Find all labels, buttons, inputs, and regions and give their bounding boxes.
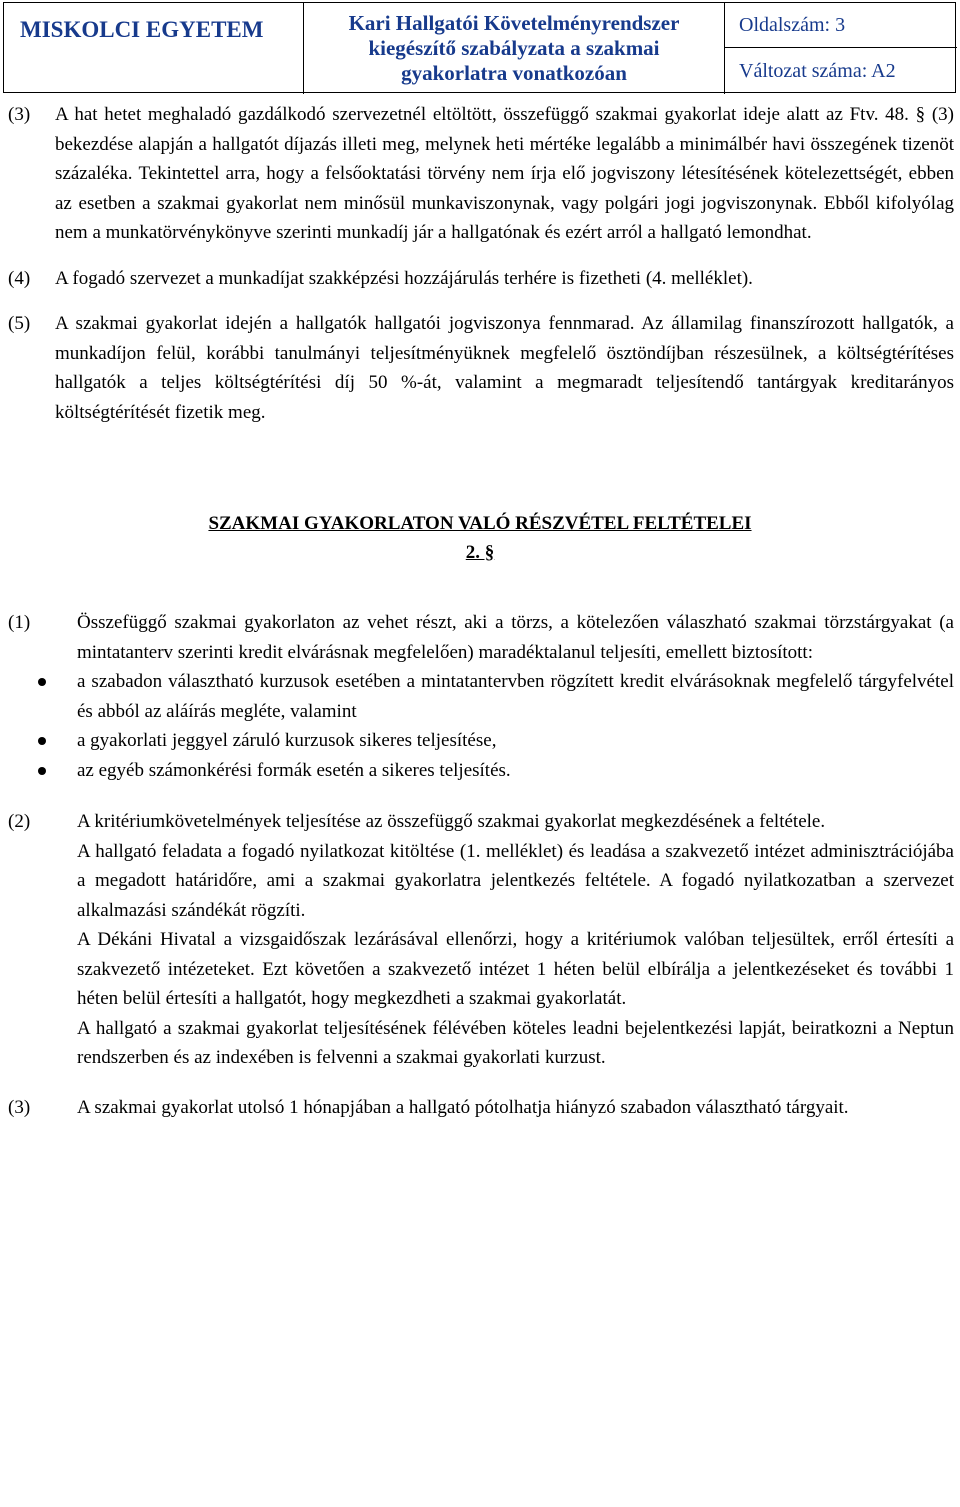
document-title-line: gyakorlatra vonatkozóan bbox=[401, 61, 627, 85]
paragraph-text: A kritériumkövetelmények teljesítése az összefüggő szakmai gyakorlat megkezdésének a feltétele. bbox=[77, 811, 826, 832]
paragraph-number: (1) bbox=[8, 612, 31, 633]
section-title: SZAKMAI GYAKORLATON VALÓ RÉSZVÉTEL FELTÉTELEI bbox=[208, 513, 752, 534]
paragraph-1-5 bbox=[0, 309, 960, 427]
condition-list bbox=[0, 667, 960, 785]
paragraph-text: Összefüggő szakmai gyakorlaton az vehet részt, aki a törzs, a kötelezően válaszható szakmai törzstárgyakat (a mintatanterv szerinti kredit elvárásnak megfelelően) maradéktalanul teljesíti, emellett biztosított: bbox=[77, 612, 954, 663]
paragraph-2-2 bbox=[0, 807, 960, 1073]
paragraph-text: A Dékáni Hivatal a vizsgaidőszak lezárásával ellenőrzi, hogy a kritériumok valóban teljesültek, erről értesíti a szakvezető intézeteket. Ezt követően a szakvezető intézet 1 héten belül elbírálja a jelentkezéseket és további 1 héten belül értesíti a hallgatót, hogy megkezdheti a szakmai gyakorlatát. bbox=[77, 929, 954, 1009]
list-item: a gyakorlati jeggyel záruló kurzusok sikeres teljesítése, bbox=[0, 726, 954, 756]
paragraph-1-3 bbox=[0, 100, 960, 248]
paragraph-number: (5) bbox=[8, 313, 31, 334]
bullet-icon bbox=[38, 767, 46, 775]
list-item: a szabadon választható kurzusok esetében a mintatantervben rögzített kredit elvárásoknak megfelelő tárgyfelvétel és abból az aláírás megléte, valamint bbox=[0, 667, 954, 726]
paragraph-number: (3) bbox=[8, 104, 31, 125]
paragraph-number: (2) bbox=[8, 811, 31, 832]
bullet-icon bbox=[38, 737, 46, 745]
paragraph-number: (3) bbox=[8, 1096, 31, 1118]
paragraph-text: A szakmai gyakorlat idején a hallgatók hallgatói jogviszonya fennmarad. Az államilag finanszírozott hallgatók, a munkadíjon felül, korábbi tanulmányi teljesítményüknek megfelelő ösztöndíjban részesülnek, a költségtérítéses hallgatók a teljes költségtérítési díj 50 %-át, valamint a megmaradt teljesítendő tantárgyak kreditarányos költségtérítését fizetik meg. bbox=[55, 313, 954, 423]
paragraph-text: A hallgató feladata a fogadó nyilatkozat kitöltése (1. melléklet) és leadása a szakvezető intézet adminisztrációjába a megadott határidőre, ami a szakmai gyakorlatra jelentkezés feltétele. A fogadó nyilatkozatban a szervezet alkalmazási szándékát rögzíti. bbox=[77, 840, 954, 921]
section-number: 2. § bbox=[465, 542, 495, 563]
university-name: MISKOLCI EGYETEM bbox=[4, 3, 304, 94]
document-title-line: Kari Hallgatói Követelményrendszer bbox=[348, 11, 680, 35]
section-heading bbox=[0, 509, 960, 567]
paragraph-number: (4) bbox=[8, 267, 31, 289]
paragraph-text: A hat hetet meghaladó gazdálkodó szervezetnél eltöltött, összefüggő szakmai gyakorlat ideje alatt az Ftv. 48. § (3) bekezdése alapján a hallgatót díjazás illeti meg, melynek heti mértéke legalább a minimálbér havi összegének tizenöt százaléka. Tekintettel arra, hogy a felsőoktatási törvény nem írja elő jogviszony létesítésének kötelezettségét, ebben az esetben a szakmai gyakorlat nem minősül munkaviszonynak, vagy polgári jogi jogviszonynak. Ebből kifolyólag nem a munkatörvénykönyve szerinti munkadíj jár a hallgatónak és ezért arról a hallgató lemondhat. bbox=[55, 104, 954, 243]
list-item: az egyéb számonkérési formák esetén a sikeres teljesítés. bbox=[0, 756, 954, 786]
document-body bbox=[0, 100, 960, 1122]
paragraph-text: A szakmai gyakorlat utolsó 1 hónapjában a hallgató pótolhatja hiányzó szabadon választható tárgyait. bbox=[77, 1096, 849, 1118]
document-header bbox=[3, 2, 956, 93]
paragraph-2-1 bbox=[0, 608, 960, 667]
page-number: Oldalszám: 3 bbox=[725, 3, 957, 48]
paragraph-2-3 bbox=[0, 1093, 960, 1123]
paragraph-text: A fogadó szervezet a munkadíjat szakképzési hozzájárulás terhére is fizetheti (4. melléklet). bbox=[55, 267, 753, 289]
paragraph-text: A hallgató a szakmai gyakorlat teljesítésének félévében köteles leadni bejelentkezési lapját, beiratkozni a Neptun rendszerben és az indexében is felvenni a szakmai gyakorlati kurzust. bbox=[77, 1017, 954, 1068]
version-number: Változat száma: A2 bbox=[739, 59, 896, 82]
document-title bbox=[304, 3, 725, 94]
bullet-icon bbox=[38, 678, 46, 686]
document-title-line: kiegészítő szabályzata a szakmai bbox=[368, 36, 660, 60]
paragraph-1-4 bbox=[0, 264, 960, 294]
